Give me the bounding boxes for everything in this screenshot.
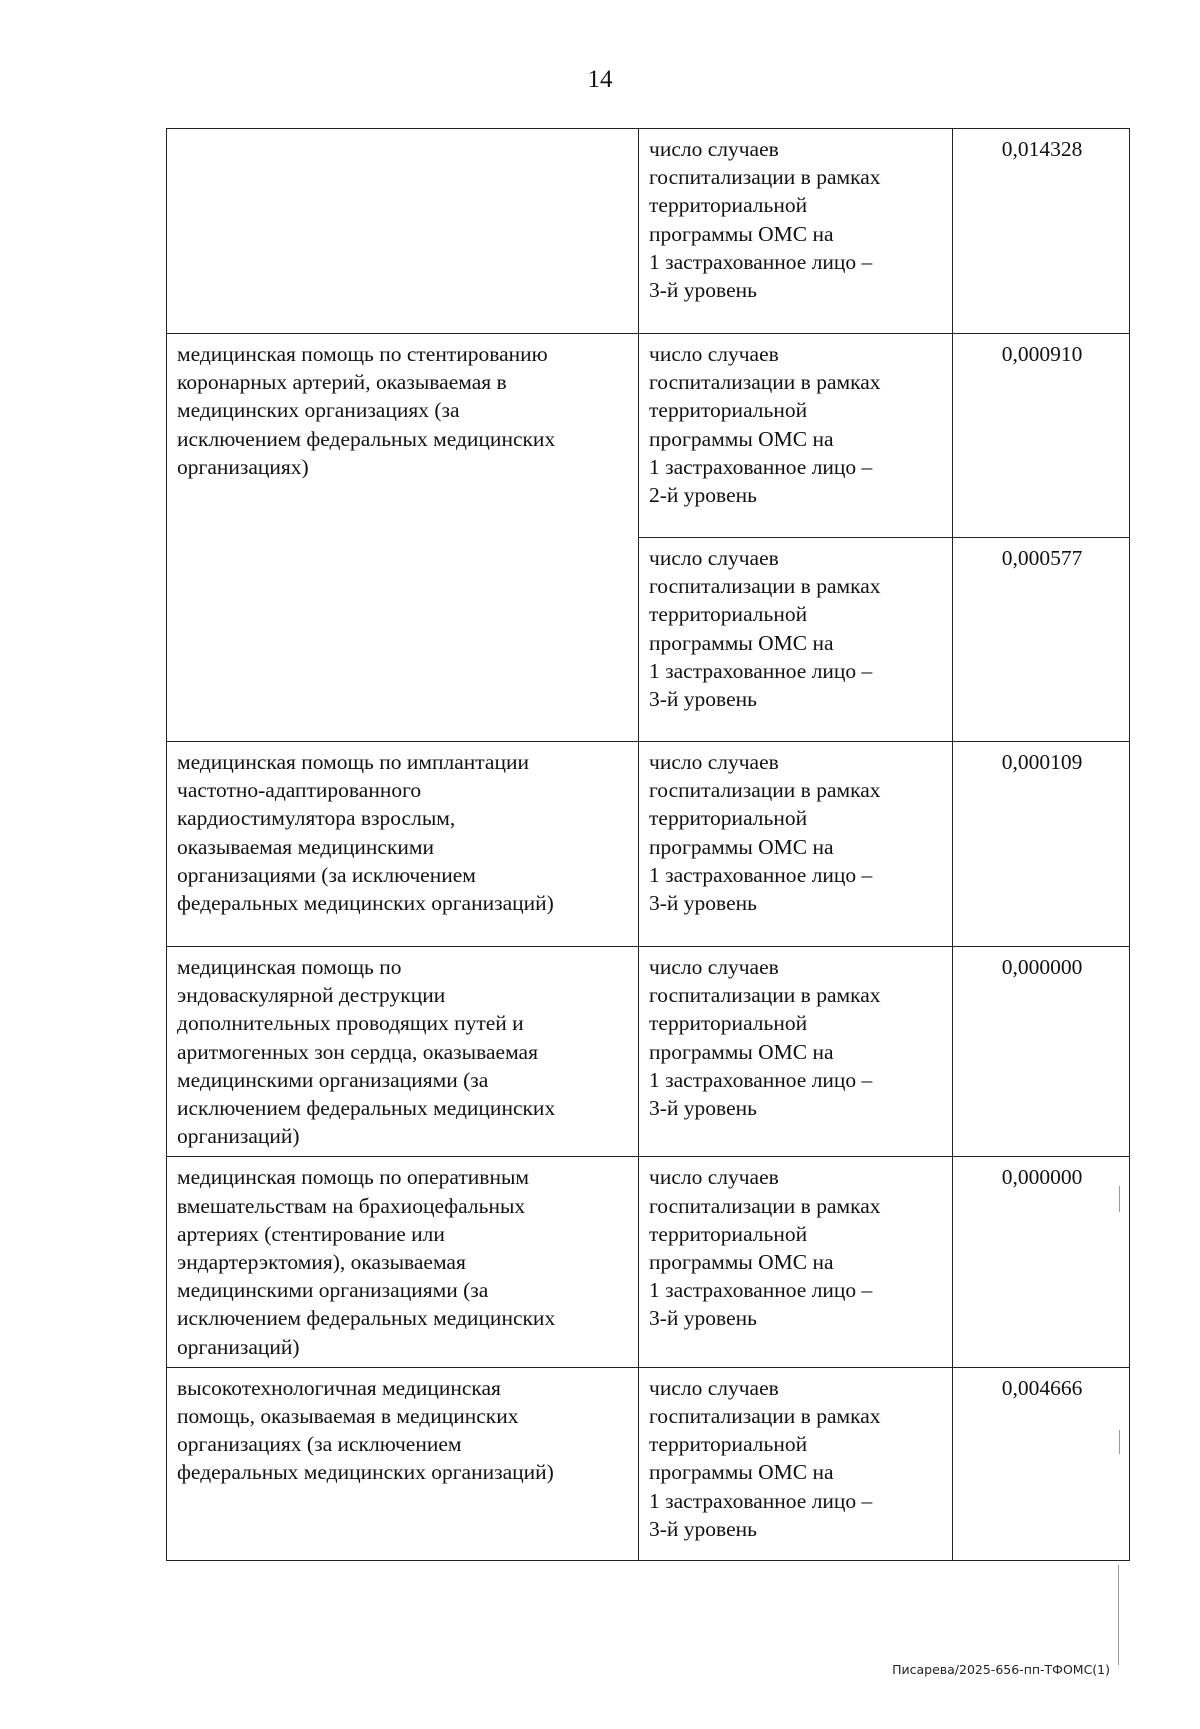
care-type-cell: медицинская помощь по имплантации частотно-адаптированного кардиостимулятора взрослым, оказываемая медицинскими организациями (за исключением федеральных медицинских организаций): [167, 742, 639, 947]
document-reference: Писарева/2025-656-пп-ТФОМС(1): [892, 1662, 1110, 1677]
table-row: [167, 947, 1130, 1157]
indicator-cell: число случаев госпитализации в рамках территориальной программы ОМС на 1 застрахованное лицо – 3-й уровень: [639, 742, 953, 947]
value-cell: 0,000000: [953, 1157, 1130, 1367]
care-type-cell: медицинская помощь по эндоваскулярной деструкции дополнительных проводящих путей и аритмогенных зон сердца, оказываемая медицинскими организациями (за исключением федеральных медицинских организаций): [167, 947, 639, 1157]
table-row: [167, 129, 1130, 334]
indicator-cell: число случаев госпитализации в рамках территориальной программы ОМС на 1 застрахованное лицо – 3-й уровень: [639, 538, 953, 742]
table-row: [167, 1367, 1130, 1560]
indicator-cell: число случаев госпитализации в рамках территориальной программы ОМС на 1 застрахованное лицо – 3-й уровень: [639, 129, 953, 334]
table-row: [167, 1157, 1130, 1367]
value-cell: 0,000910: [953, 334, 1130, 538]
indicator-cell: число случаев госпитализации в рамках территориальной программы ОМС на 1 застрахованное лицо – 2-й уровень: [639, 334, 953, 538]
indicator-cell: число случаев госпитализации в рамках территориальной программы ОМС на 1 застрахованное лицо – 3-й уровень: [639, 1367, 953, 1560]
value-cell: 0,014328: [953, 129, 1130, 334]
value-cell: 0,000577: [953, 538, 1130, 742]
value-cell: 0,004666: [953, 1367, 1130, 1560]
table-row: [167, 334, 1130, 538]
table-row: [167, 742, 1130, 947]
indicators-table: [166, 128, 1130, 1561]
indicator-cell: число случаев госпитализации в рамках территориальной программы ОМС на 1 застрахованное лицо – 3-й уровень: [639, 1157, 953, 1367]
scan-mark: [1118, 1565, 1119, 1665]
care-type-cell: медицинская помощь по оперативным вмешательствам на брахиоцефальных артериях (стентирование или эндартерэктомия), оказываемая медицинскими организациями (за исключением федеральных медицинских организаций): [167, 1157, 639, 1367]
value-cell: 0,000109: [953, 742, 1130, 947]
indicator-cell: число случаев госпитализации в рамках территориальной программы ОМС на 1 застрахованное лицо – 3-й уровень: [639, 947, 953, 1157]
page-number: 14: [587, 66, 613, 93]
value-cell: 0,000000: [953, 947, 1130, 1157]
care-type-cell: медицинская помощь по стентированию коронарных артерий, оказываемая в медицинских организациях (за исключением федеральных медицинских организациях): [167, 334, 639, 742]
scan-mark: [1119, 1430, 1120, 1454]
care-type-cell: [167, 129, 639, 334]
care-type-cell: высокотехнологичная медицинская помощь, оказываемая в медицинских организациях (за исключением федеральных медицинских организаций): [167, 1367, 639, 1560]
scan-mark: [1119, 1186, 1120, 1212]
